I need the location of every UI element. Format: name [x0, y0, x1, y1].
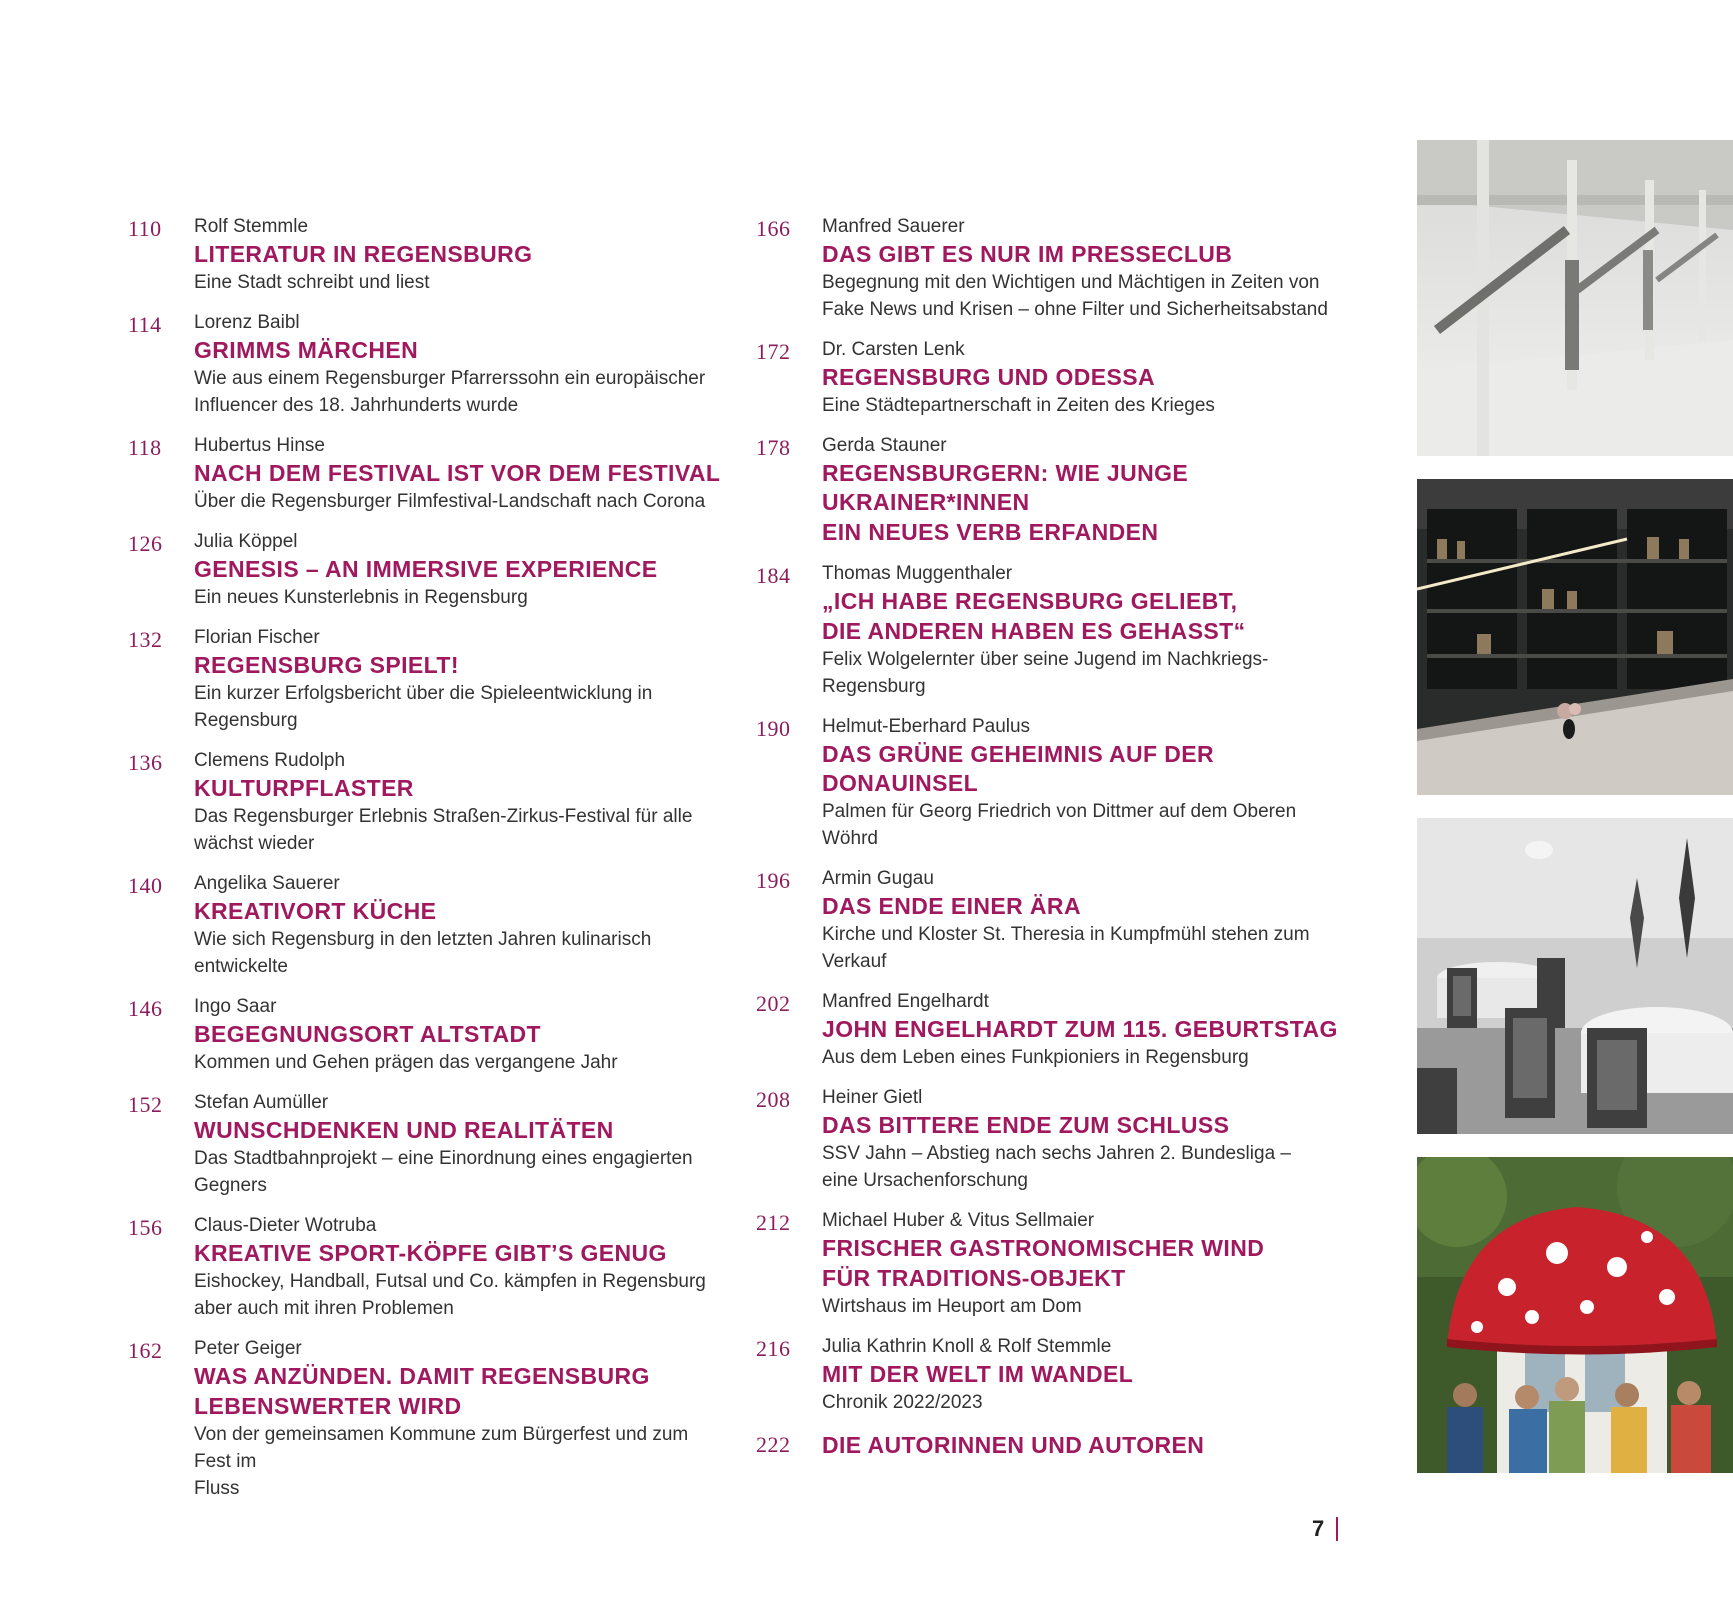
toc-entry — [756, 1431, 1356, 1460]
toc-entry — [128, 530, 728, 611]
toc-subtitle: Eishockey, Handball, Futsal und Co. kämpfen in Regensburg — [194, 1271, 706, 1292]
toc-author: Claus-Dieter Wotruba — [194, 1215, 377, 1236]
toc-subtitle: Kommen und Gehen prägen das vergangene Jahr — [194, 1052, 618, 1073]
page-number-bar — [1336, 1517, 1338, 1541]
toc-subtitle: Felix Wolgelernter über seine Jugend im Nachkriegs-Regensburg — [822, 649, 1269, 697]
toc-subtitle: Eine Stadt schreibt und liest — [194, 272, 430, 293]
photo-attic-interior — [1417, 140, 1733, 456]
photo-mushroom-kiosk — [1417, 1157, 1733, 1473]
toc-subtitle: Von der gemeinsamen Kommune zum Bürgerfest und zum Fest im — [194, 1424, 689, 1472]
toc-author: Armin Gugau — [822, 868, 934, 889]
toc-entry — [756, 990, 1356, 1071]
toc-author: Florian Fischer — [194, 627, 320, 648]
toc-entry — [128, 1091, 728, 1199]
toc-entry — [756, 434, 1356, 547]
toc-author: Stefan Aumüller — [194, 1092, 329, 1113]
toc-title: DAS GRÜNE GEHEIMNIS AUF DER DONAUINSEL — [822, 741, 1215, 796]
toc-title: DAS ENDE EINER ÄRA — [822, 893, 1081, 919]
toc-title: JOHN ENGELHARDT ZUM 115. GEBURTSTAG — [822, 1016, 1338, 1042]
photo-restaurant-bw — [1417, 818, 1733, 1134]
toc-subtitle: Das Stadtbahnprojekt – eine Einordnung eines engagierten Gegners — [194, 1148, 693, 1196]
toc-page-number: 152 — [128, 1092, 163, 1117]
toc-author: Gerda Stauner — [822, 435, 947, 456]
toc-subtitle: Begegnung mit den Wichtigen und Mächtigen in Zeiten von — [822, 272, 1320, 293]
toc-entry — [756, 867, 1356, 975]
toc-entry — [756, 338, 1356, 419]
page-number: 7 — [1312, 1516, 1325, 1541]
toc-page-number: 178 — [756, 435, 791, 460]
toc-title: NACH DEM FESTIVAL IST VOR DEM FESTIVAL — [194, 460, 721, 486]
toc-page-number: 146 — [128, 996, 163, 1021]
toc-subtitle: Wie sich Regensburg in den letzten Jahren kulinarisch entwickelte — [194, 929, 652, 977]
toc-subtitle: Ein kurzer Erfolgsbericht über die Spieleentwicklung in Regensburg — [194, 683, 653, 731]
toc-title: KREATIVORT KÜCHE — [194, 898, 437, 924]
toc-entry — [128, 995, 728, 1076]
toc-subtitle: Über die Regensburger Filmfestival-Landschaft nach Corona — [194, 491, 706, 512]
toc-page-number: 162 — [128, 1338, 163, 1363]
toc-page-number: 184 — [756, 563, 791, 588]
toc-subtitle: Chronik 2022/2023 — [822, 1392, 983, 1413]
toc-page-number: 140 — [128, 873, 163, 898]
toc-title: GRIMMS MÄRCHEN — [194, 337, 419, 363]
toc-entry — [128, 215, 728, 296]
toc-author: Lorenz Baibl — [194, 312, 300, 333]
toc-subtitle: eine Ursachenforschung — [822, 1170, 1028, 1191]
toc-page-number: 202 — [756, 991, 791, 1016]
toc-author: Peter Geiger — [194, 1338, 302, 1359]
toc-author: Ingo Saar — [194, 996, 277, 1017]
toc-page-number: 212 — [756, 1210, 791, 1235]
toc-author: Julia Köppel — [194, 531, 298, 552]
toc-author: Julia Kathrin Knoll & Rolf Stemmle — [822, 1336, 1112, 1357]
toc-subtitle: Wirtshaus im Heuport am Dom — [822, 1296, 1082, 1317]
toc-entry — [128, 626, 728, 734]
toc-page-number: 222 — [756, 1432, 791, 1457]
toc-subtitle: Kirche und Kloster St. Theresia in Kumpfmühl stehen zum Verkauf — [822, 924, 1310, 972]
toc-author: Thomas Muggenthaler — [822, 563, 1013, 584]
toc-title: DIE ANDEREN HABEN ES GEHASST“ — [822, 618, 1246, 644]
toc-author: Michael Huber & Vitus Sellmaier — [822, 1210, 1095, 1231]
toc-title: FRISCHER GASTRONOMISCHER WIND — [822, 1235, 1265, 1261]
toc-subtitle: Fluss — [194, 1478, 240, 1499]
toc-page-number: 110 — [128, 216, 162, 241]
toc-title: BEGEGNUNGSORT ALTSTADT — [194, 1021, 541, 1047]
toc-entry — [128, 872, 728, 980]
toc-title: LEBENSWERTER WIRD — [194, 1393, 462, 1419]
toc-title: EIN NEUES VERB ERFANDEN — [822, 519, 1159, 545]
toc-author: Hubertus Hinse — [194, 435, 325, 456]
toc-title: WAS ANZÜNDEN. DAMIT REGENSBURG — [194, 1363, 650, 1389]
toc-subtitle: Influencer des 18. Jahrhunderts wurde — [194, 395, 519, 416]
toc-entry — [756, 215, 1356, 323]
toc-entry — [756, 715, 1356, 852]
toc-title: FÜR TRADITIONS-OBJEKT — [822, 1265, 1126, 1291]
toc-title: LITERATUR IN REGENSBURG — [194, 241, 533, 267]
toc-title: KULTURPFLASTER — [194, 775, 414, 801]
toc-page-number: 216 — [756, 1336, 791, 1361]
toc-title: GENESIS – AN IMMERSIVE EXPERIENCE — [194, 556, 658, 582]
toc-author: Clemens Rudolph — [194, 750, 346, 771]
toc-title: KREATIVE SPORT-KÖPFE GIBT’S GENUG — [194, 1240, 667, 1266]
toc-title: „ICH HABE REGENSBURG GELIEBT, — [822, 588, 1238, 614]
toc-title: REGENSBURG SPIELT! — [194, 652, 459, 678]
toc-entry — [128, 434, 728, 515]
toc-author: Helmut-Eberhard Paulus — [822, 716, 1031, 737]
toc-subtitle: Das Regensburger Erlebnis Straßen-Zirkus-Festival für alle — [194, 806, 693, 827]
toc-subtitle: Eine Städtepartnerschaft in Zeiten des Krieges — [822, 395, 1215, 416]
toc-subtitle: Wie aus einem Regensburger Pfarrerssohn ein europäischer — [194, 368, 706, 389]
photo-bar-shelves — [1417, 479, 1733, 795]
toc-entry — [128, 1337, 728, 1502]
toc-page-number: 208 — [756, 1087, 791, 1112]
toc-page-number: 196 — [756, 868, 791, 893]
toc-column-left — [128, 215, 728, 1517]
toc-entry — [756, 1209, 1356, 1320]
toc-entry — [756, 1086, 1356, 1194]
toc-author: Manfred Engelhardt — [822, 991, 989, 1012]
toc-subtitle: SSV Jahn – Abstieg nach sechs Jahren 2. Bundesliga – — [822, 1143, 1291, 1164]
toc-subtitle: Fake News und Krisen – ohne Filter und Sicherheitsabstand — [822, 299, 1328, 320]
toc-title: DAS GIBT ES NUR IM PRESSECLUB — [822, 241, 1233, 267]
toc-page-number: 118 — [128, 435, 162, 460]
toc-page-number: 172 — [756, 339, 791, 364]
toc-subtitle: Palmen für Georg Friedrich von Dittmer auf dem Oberen Wöhrd — [822, 801, 1297, 849]
toc-entry — [756, 562, 1356, 700]
toc-page-number: 136 — [128, 750, 163, 775]
toc-title: MIT DER WELT IM WANDEL — [822, 1361, 1134, 1387]
toc-entry — [128, 749, 728, 857]
toc-page-number: 190 — [756, 716, 791, 741]
toc-title: DIE AUTORINNEN UND AUTOREN — [822, 1432, 1205, 1458]
toc-author: Angelika Sauerer — [194, 873, 340, 894]
toc-author: Heiner Gietl — [822, 1087, 923, 1108]
toc-title: WUNSCHDENKEN UND REALITÄTEN — [194, 1117, 614, 1143]
toc-entry — [128, 311, 728, 419]
toc-title: DAS BITTERE ENDE ZUM SCHLUSS — [822, 1112, 1230, 1138]
toc-subtitle: Aus dem Leben eines Funkpioniers in Regensburg — [822, 1047, 1249, 1068]
toc-page-number: 166 — [756, 216, 791, 241]
toc-subtitle: wächst wieder — [194, 833, 315, 854]
toc-page-number: 156 — [128, 1215, 163, 1240]
toc-page-number: 132 — [128, 627, 163, 652]
toc-column-right — [756, 215, 1356, 1475]
toc-entry — [128, 1214, 728, 1322]
toc-subtitle: Ein neues Kunsterlebnis in Regensburg — [194, 587, 528, 608]
toc-title: REGENSBURG UND ODESSA — [822, 364, 1155, 390]
toc-author: Manfred Sauerer — [822, 216, 965, 237]
toc-page-number: 114 — [128, 312, 162, 337]
toc-page-number: 126 — [128, 531, 163, 556]
toc-author: Rolf Stemmle — [194, 216, 309, 237]
toc-subtitle: aber auch mit ihren Problemen — [194, 1298, 454, 1319]
toc-entry — [756, 1335, 1356, 1416]
toc-author: Dr. Carsten Lenk — [822, 339, 965, 360]
toc-title: REGENSBURGERN: WIE JUNGE UKRAINER*INNEN — [822, 460, 1189, 515]
